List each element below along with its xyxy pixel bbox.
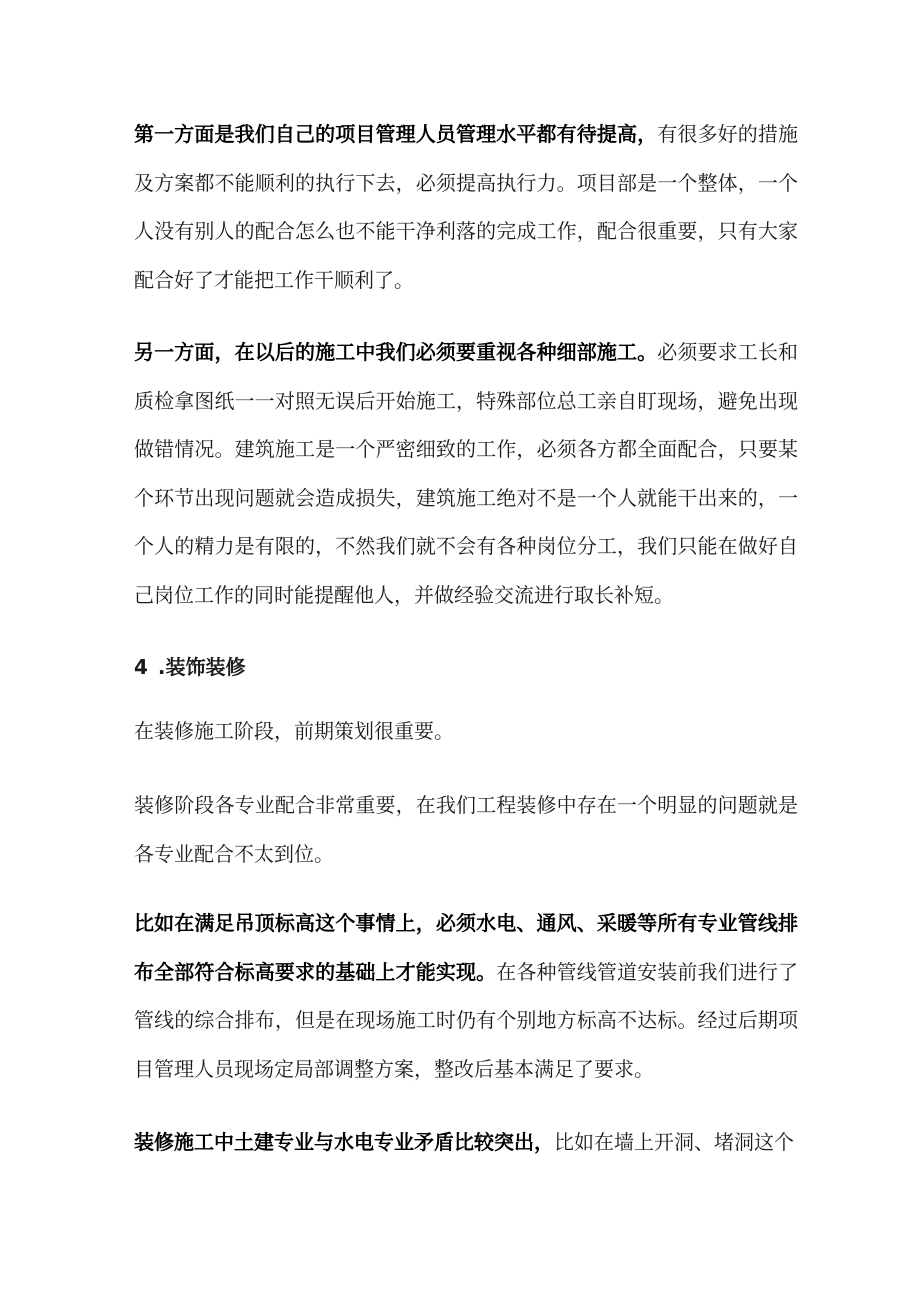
section-number: 4 <box>134 655 148 679</box>
paragraph-body: 在各种管线管道安装前我们进行了管线的综合排布，但是在现场施工时仍有个别地方标高不达标。经过后期项目管理人员现场定局部调整方案，整改后基本满足了要求。 <box>134 959 798 1081</box>
paragraph-trade-conflict <box>134 1118 798 1167</box>
paragraph-body: 必须要求工长和质检拿图纸一一对照无误后开始施工，特殊部位总工亲自盯现场，避免出现做错情况。建筑施工是一个严密细致的工作，必须各方都全面配合，只要某个环节出现问题就会造成损失，建筑施工绝对不是一个人就能干出来的，一个人的精力是有限的，不然我们就不会有各种岗位分工，我们只能在做好自己岗位工作的同时能提醒他人，并做经验交流进行取长补短。 <box>134 340 798 607</box>
paragraph-detail-construction <box>134 328 798 619</box>
paragraph-lead-bold: 比如在满足吊顶标高这个事情上，必须水电、通风、采暖等所有专业管线排布全部符合标高要求的基础上才能实现。 <box>134 911 798 984</box>
paragraph-body: 有很多好的措施及方案都不能顺利的执行下去，必须提高执行力。项目部是一个整体，一个人没有别人的配合怎么也不能干净利落的完成工作，配合很重要，只有大家配合好了才能把工作干顺利了。 <box>134 122 798 292</box>
paragraph-lead-bold: 装修施工中土建专业与水电专业矛盾比较突出， <box>134 1130 554 1154</box>
paragraph-planning <box>134 707 798 756</box>
paragraph-lead-bold: 第一方面是我们自己的项目管理人员管理水平都有待提高， <box>134 122 658 146</box>
paragraph-body: 装修阶段各专业配合非常重要，在我们工程装修中存在一个明显的问题就是各专业配合不太到位。 <box>134 793 798 866</box>
paragraph-coordination <box>134 781 798 878</box>
paragraph-body: 在装修施工阶段，前期策划很重要。 <box>134 719 454 743</box>
paragraph-lead-bold: 另一方面，在以后的施工中我们必须要重视各种细部施工。 <box>134 340 658 364</box>
paragraph-body: 比如在墙上开洞、堵洞这个 <box>554 1130 794 1154</box>
section-title: .装饰装修 <box>157 655 246 679</box>
paragraph-ceiling-elevation <box>134 899 798 1093</box>
section-heading <box>134 643 798 692</box>
paragraph-management-level <box>134 110 798 304</box>
